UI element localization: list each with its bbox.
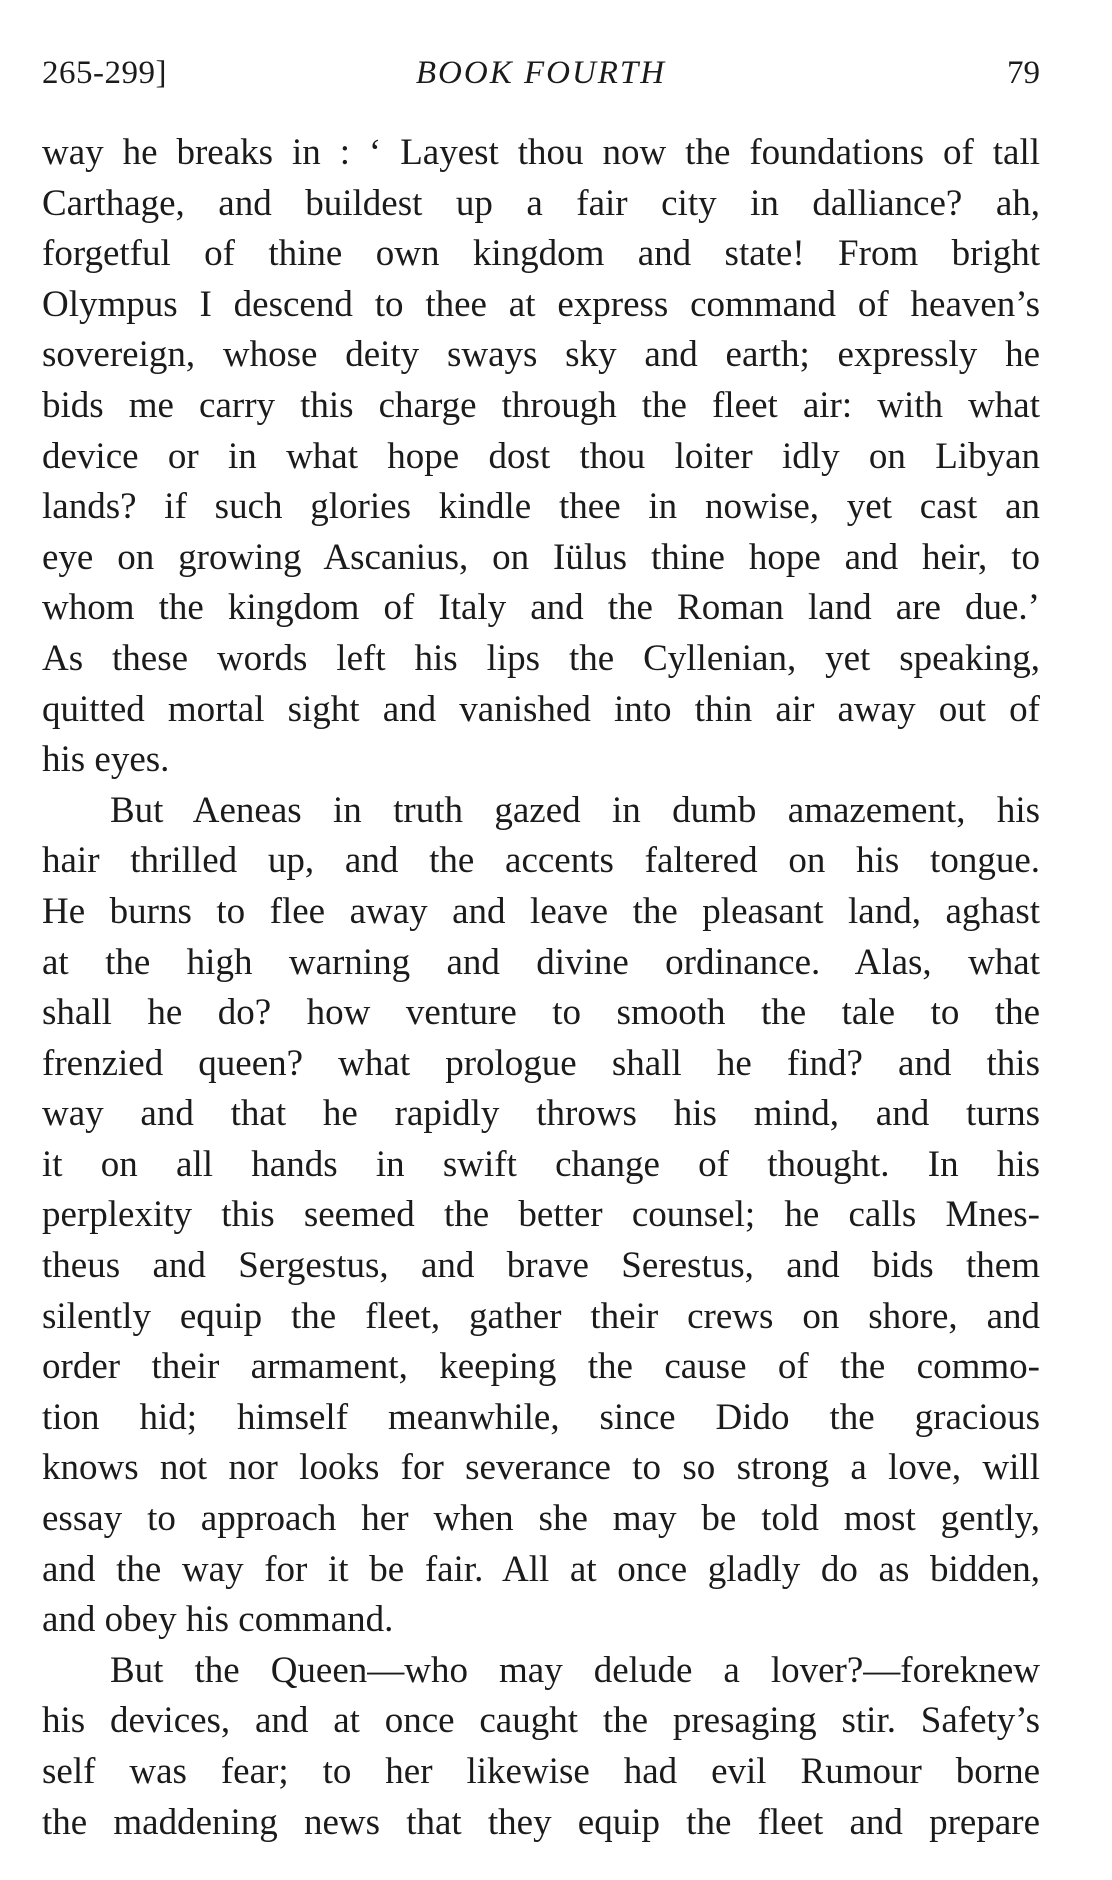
text-line: and obey his command. bbox=[42, 1599, 394, 1641]
text-line: He burns to flee away and leave the pleasant land, aghast bbox=[42, 890, 1040, 932]
paragraph-1 bbox=[42, 128, 1040, 786]
text-line: As these words left his lips the Cyllenian, yet speaking, bbox=[42, 637, 1040, 679]
text-line: it on all hands in swift change of thought. In his bbox=[42, 1143, 1040, 1185]
text-line: and the way for it be fair. All at once gladly do as bidden, bbox=[42, 1548, 1040, 1590]
text-line: quitted mortal sight and vanished into thin air away out of bbox=[42, 688, 1040, 730]
text-line: at the high warning and divine ordinance. Alas, what bbox=[42, 941, 1040, 983]
text-line: his eyes. bbox=[42, 739, 170, 781]
text-line: theus and Sergestus, and brave Serestus, and bids them bbox=[42, 1245, 1040, 1287]
text-line: But the Queen—who may delude a lover?—foreknew bbox=[110, 1649, 1040, 1691]
text-line: lands? if such glories kindle thee in nowise, yet cast an bbox=[42, 486, 1040, 528]
text-line: perplexity this seemed the better counsel; he calls Mnes- bbox=[42, 1194, 1040, 1236]
paragraph-2 bbox=[42, 786, 1040, 1646]
text-line: self was fear; to her likewise had evil Rumour borne bbox=[42, 1751, 1040, 1792]
page-number: 79 bbox=[1007, 55, 1040, 91]
running-header bbox=[42, 50, 1040, 96]
text-line: his devices, and at once caught the presaging stir. Safety’s bbox=[42, 1700, 1040, 1742]
text-line: Carthage, and buildest up a fair city in dalliance? ah, bbox=[42, 182, 1040, 224]
body-text bbox=[42, 128, 1040, 1848]
text-line: knows not nor looks for severance to so strong a love, will bbox=[42, 1447, 1040, 1489]
text-line: device or in what hope dost thou loiter idly on Libyan bbox=[42, 435, 1040, 477]
text-line: whom the kingdom of Italy and the Roman land are due.’ bbox=[42, 587, 1040, 629]
text-line: silently equip the fleet, gather their crews on shore, and bbox=[42, 1295, 1040, 1337]
text-line: way he breaks in : ‘ Layest thou now the foundations of tall bbox=[42, 132, 1040, 173]
text-line: hair thrilled up, and the accents faltered on his tongue. bbox=[42, 840, 1040, 882]
line-range: 265-299] bbox=[42, 55, 167, 91]
text-line: forgetful of thine own kingdom and state! From bright bbox=[42, 233, 1040, 275]
text-line: frenzied queen? what prologue shall he find? and this bbox=[42, 1042, 1040, 1084]
text-line: tion hid; himself meanwhile, since Dido the gracious bbox=[42, 1396, 1040, 1438]
running-title: BOOK FOURTH bbox=[415, 55, 667, 91]
text-line: sovereign, whose deity sways sky and earth; expressly he bbox=[42, 334, 1040, 376]
text-line: essay to approach her when she may be told most gently, bbox=[42, 1498, 1040, 1540]
text-line: the maddening news that they equip the fleet and prepare bbox=[42, 1801, 1040, 1843]
paragraph-3 bbox=[42, 1646, 1040, 1848]
text-line: But Aeneas in truth gazed in dumb amazement, his bbox=[110, 789, 1040, 831]
text-line: Olympus I descend to thee at express command of heaven’s bbox=[42, 283, 1040, 325]
text-line: order their armament, keeping the cause of the commo- bbox=[42, 1346, 1040, 1388]
text-line: shall he do? how venture to smooth the tale to the bbox=[42, 992, 1040, 1034]
text-line: way and that he rapidly throws his mind, and turns bbox=[42, 1093, 1040, 1135]
text-line: bids me carry this charge through the fleet air: with what bbox=[42, 384, 1040, 426]
text-line: eye on growing Ascanius, on Iülus thine hope and heir, to bbox=[42, 536, 1040, 578]
